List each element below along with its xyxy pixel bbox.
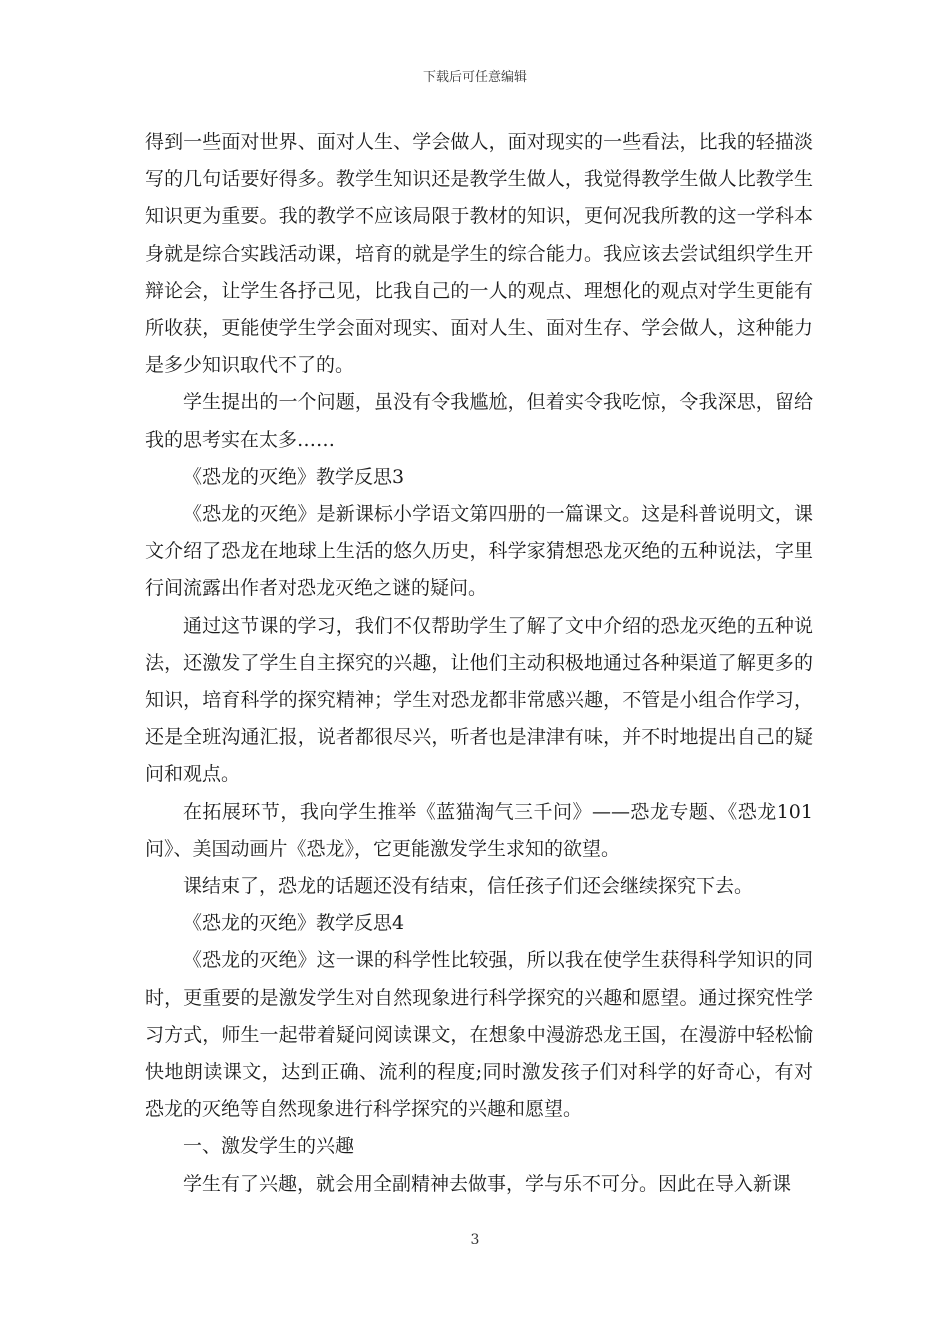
paragraph: 《恐龙的灭绝》是新课标小学语文第四册的一篇课文。这是科普说明文，课文介绍了恐龙在地球上生活的悠久历史，科学家猜想恐龙灭绝的五种说法，字里行间流露出作者对恐龙灭绝之谜的疑问。 <box>145 503 813 600</box>
paragraph: 在拓展环节，我向学生推举《蓝猫淘气三千问》——恐龙专题、《恐龙101问》、美国动画片《恐龙》，它更能激发学生求知的欲望。 <box>145 800 813 860</box>
paragraph: 《恐龙的灭绝》这一课的科学性比较强，所以我在使学生获得科学知识的同时，更重要的是激发学生对自然现象进行科学探究的兴趣和愿望。通过探究性学习方式，师生一起带着疑问阅读课文，在想象中漫游恐龙王国，在漫游中轻松愉快地朗读课文，达到正确、流利的程度;同时激发孩子们对科学的好奇心，有对恐龙的灭绝等自然现象进行科学探究的兴趣和愿望。 <box>145 949 813 1121</box>
paragraph: 得到一些面对世界、面对人生、学会做人，面对现实的一些看法，比我的轻描淡写的几句话要好得多。教学生知识还是教学生做人，我觉得教学生做人比教学生知识更为重要。我的教学不应该局限于教材的知识，更何况我所教的这一学科本身就是综合实践活动课，培育的就是学生的综合能力。我应该去尝试组织学生开辩论会，让学生各抒己见，比我自己的一人的观点、理想化的观点对学生更能有所收获，更能使学生学会面对现实、面对人生、面对生存、学会做人，这种能力是多少知识取代不了的。 <box>145 131 813 377</box>
page-number: 3 <box>470 1232 480 1248</box>
section-heading: 《恐龙的灭绝》教学反思4 <box>183 912 405 935</box>
paragraph: 通过这节课的学习，我们不仅帮助学生了解了文中介绍的恐龙灭绝的五种说法，还激发了学生自主探究的兴趣，让他们主动积极地通过各种渠道了解更多的知识，培育科学的探究精神；学生对恐龙都非常感兴趣，不管是小组合作学习，还是全班沟通汇报，说者都很尽兴，听者也是津津有味，并不时地提出自己的疑问和观点。 <box>145 614 813 786</box>
subsection-heading: 一、激发学生的兴趣 <box>183 1135 355 1158</box>
section-heading: 《恐龙的灭绝》教学反思3 <box>183 465 405 488</box>
paragraph: 学生有了兴趣，就会用全副精神去做事，学与乐不可分。因此在导入新课 <box>183 1172 792 1195</box>
paragraph: 课结束了，恐龙的话题还没有结束，信任孩子们还会继续探究下去。 <box>183 875 754 898</box>
body-text <box>145 124 813 1203</box>
page-header: 下载后可任意编辑 <box>422 70 527 85</box>
paragraph: 学生提出的一个问题，虽没有令我尴尬，但着实令我吃惊，令我深思，留给我的思考实在太多…… <box>145 391 813 451</box>
